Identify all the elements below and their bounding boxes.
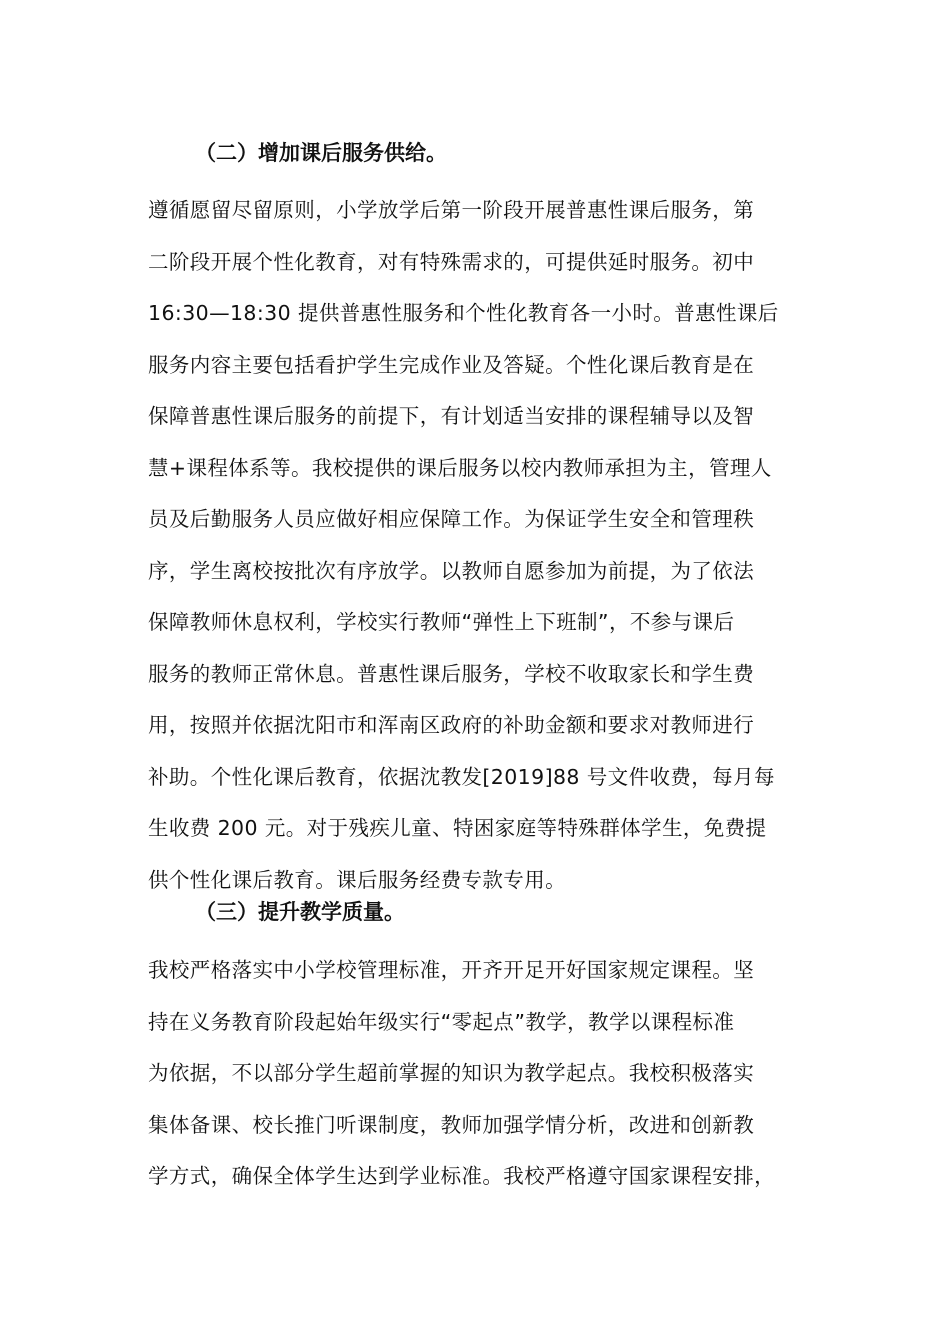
paragraph-line: 二阶段开展个性化教育，对有特殊需求的，可提供延时服务。初中 <box>148 249 755 274</box>
paragraph-line: 为依据，不以部分学生超前掌握的知识为教学起点。我校积极落实 <box>148 1061 755 1085</box>
section-3-body <box>148 955 808 1213</box>
section-heading-2: （二）增加课后服务供给。 <box>195 141 447 165</box>
section-2-body <box>148 195 808 916</box>
paragraph-line: 遵循愿留尽留原则，小学放学后第一阶段开展普惠性课后服务，第 <box>148 198 755 222</box>
section-heading-3: （三）提升教学质量。 <box>195 900 405 924</box>
paragraph-line: 慧+课程体系等。我校提供的课后服务以校内教师承担为主，管理人 <box>148 455 772 480</box>
paragraph-line: 16:30—18:30 提供普惠性服务和个性化教育各一小时。普惠性课后 <box>148 301 779 325</box>
paragraph-line: 供个性化课后教育。课后服务经费专款专用。 <box>148 867 566 892</box>
paragraph-line: 学方式，确保全体学生达到学业标准。我校严格遵守国家课程安排， <box>148 1164 775 1188</box>
paragraph-line: 保障教师休息权利，学校实行教师“弹性上下班制”，不参与课后 <box>148 610 735 634</box>
paragraph-line: 补助。个性化课后教育，依据沈教发[2019]88 号文件收费，每月每 <box>148 764 775 789</box>
paragraph-line: 用，按照并依据沈阳市和浑南区政府的补助金额和要求对教师进行 <box>148 713 755 737</box>
paragraph-line: 持在义务教育阶段起始年级实行“零起点”教学，教学以课程标准 <box>148 1009 735 1034</box>
paragraph-line: 服务内容主要包括看护学生完成作业及答疑。个性化课后教育是在 <box>148 352 755 377</box>
paragraph-line: 集体备课、校长推门听课制度，教师加强学情分析，改进和创新教 <box>148 1112 755 1137</box>
paragraph-line: 生收费 200 元。对于残疾儿童、特困家庭等特殊群体学生，免费提 <box>148 816 767 840</box>
paragraph-line: 我校严格落实中小学校管理标准，开齐开足开好国家规定课程。坚 <box>148 958 755 982</box>
paragraph-line: 服务的教师正常休息。普惠性课后服务，学校不收取家长和学生费 <box>148 661 755 686</box>
paragraph-line: 保障普惠性课后服务的前提下，有计划适当安排的课程辅导以及智 <box>148 404 755 428</box>
paragraph-line: 序，学生离校按批次有序放学。以教师自愿参加为前提，为了依法 <box>148 558 755 583</box>
paragraph-line: 员及后勤服务人员应做好相应保障工作。为保证学生安全和管理秩 <box>148 507 755 531</box>
